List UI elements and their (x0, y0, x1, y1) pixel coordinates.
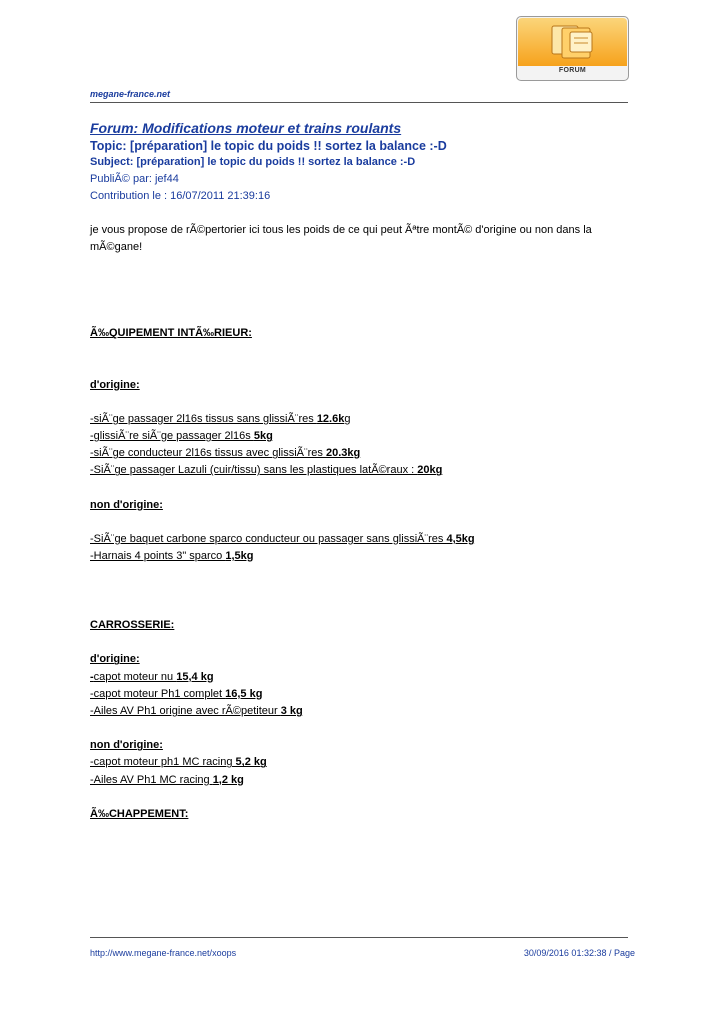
list-item: -SiÃ¨ge baquet carbone sparco conducteur ou passager sans glissiÃ¨res 4,5kg (90, 532, 475, 545)
section-heading: CARROSSERIE: (90, 619, 175, 632)
list-item: -siÃ¨ge passager 2l16s tissus sans glissiÃ¨res 12.6kg (90, 412, 351, 425)
header-divider (90, 102, 628, 103)
posted-by: PubliÃ© par: jef44 (90, 173, 179, 185)
list-item: -glissiÃ¨re siÃ¨ge passager 2l16s 5kg (90, 430, 273, 443)
footer-divider (90, 937, 628, 938)
forum-title[interactable]: Forum: Modifications moteur et trains roulants (90, 120, 402, 136)
intro-text: je vous propose de rÃ©pertorier ici tous les poids de ce qui peut Ãªtre montÃ© d'origine ou non dans la mÃ©gane! (90, 224, 592, 254)
topic-title: Topic: [préparation] le topic du poids !! sortez la balance :-D (90, 139, 447, 153)
subsection-heading: non d'origine: (90, 498, 163, 511)
list-item: -capot moteur ph1 MC racing 5,2 kg (90, 756, 267, 769)
section-heading: Ã‰QUIPEMENT INTÃ‰RIEUR: (90, 327, 252, 340)
subsection-heading: d'origine: (90, 653, 140, 666)
list-item: -capot moteur nu 15,4 kg (90, 670, 214, 683)
site-name: megane-france.net (90, 89, 171, 99)
subsection-heading: non d'origine: (90, 739, 163, 752)
post-body (90, 222, 638, 823)
footer-url[interactable]: http://www.megane-france.net/xoops (90, 948, 237, 958)
list-item: -Ailes AV Ph1 origine avec rÃ©petiteur 3 kg (90, 705, 303, 718)
logo-banner (518, 18, 627, 66)
footer (90, 948, 635, 958)
subsection-heading: d'origine: (90, 378, 140, 391)
footer-page-info: 30/09/2016 01:32:38 / Page (523, 948, 635, 958)
list-item: -SiÃ¨ge passager Lazuli (cuir/tissu) sans les plastiques latÃ©raux : 20kg (90, 464, 443, 477)
forum-logo (516, 16, 629, 81)
list-item: -siÃ¨ge conducteur 2l16s tissus avec glissiÃ¨res 20.3kg (90, 447, 361, 460)
list-item: -capot moteur Ph1 complet 16,5 kg (90, 687, 263, 700)
subject-title: Subject: [préparation] le topic du poids !! sortez la balance :-D (90, 156, 416, 168)
contribution-date: Contribution le : 16/07/2011 21:39:16 (90, 190, 271, 202)
folder-icon (518, 18, 629, 66)
list-item: -Harnais 4 points 3" sparco 1,5kg (90, 550, 254, 563)
list-item: -Ailes AV Ph1 MC racing 1,2 kg (90, 773, 244, 786)
section-heading: Ã‰CHAPPEMENT: (90, 807, 189, 820)
logo-label: FORUM (558, 67, 587, 74)
